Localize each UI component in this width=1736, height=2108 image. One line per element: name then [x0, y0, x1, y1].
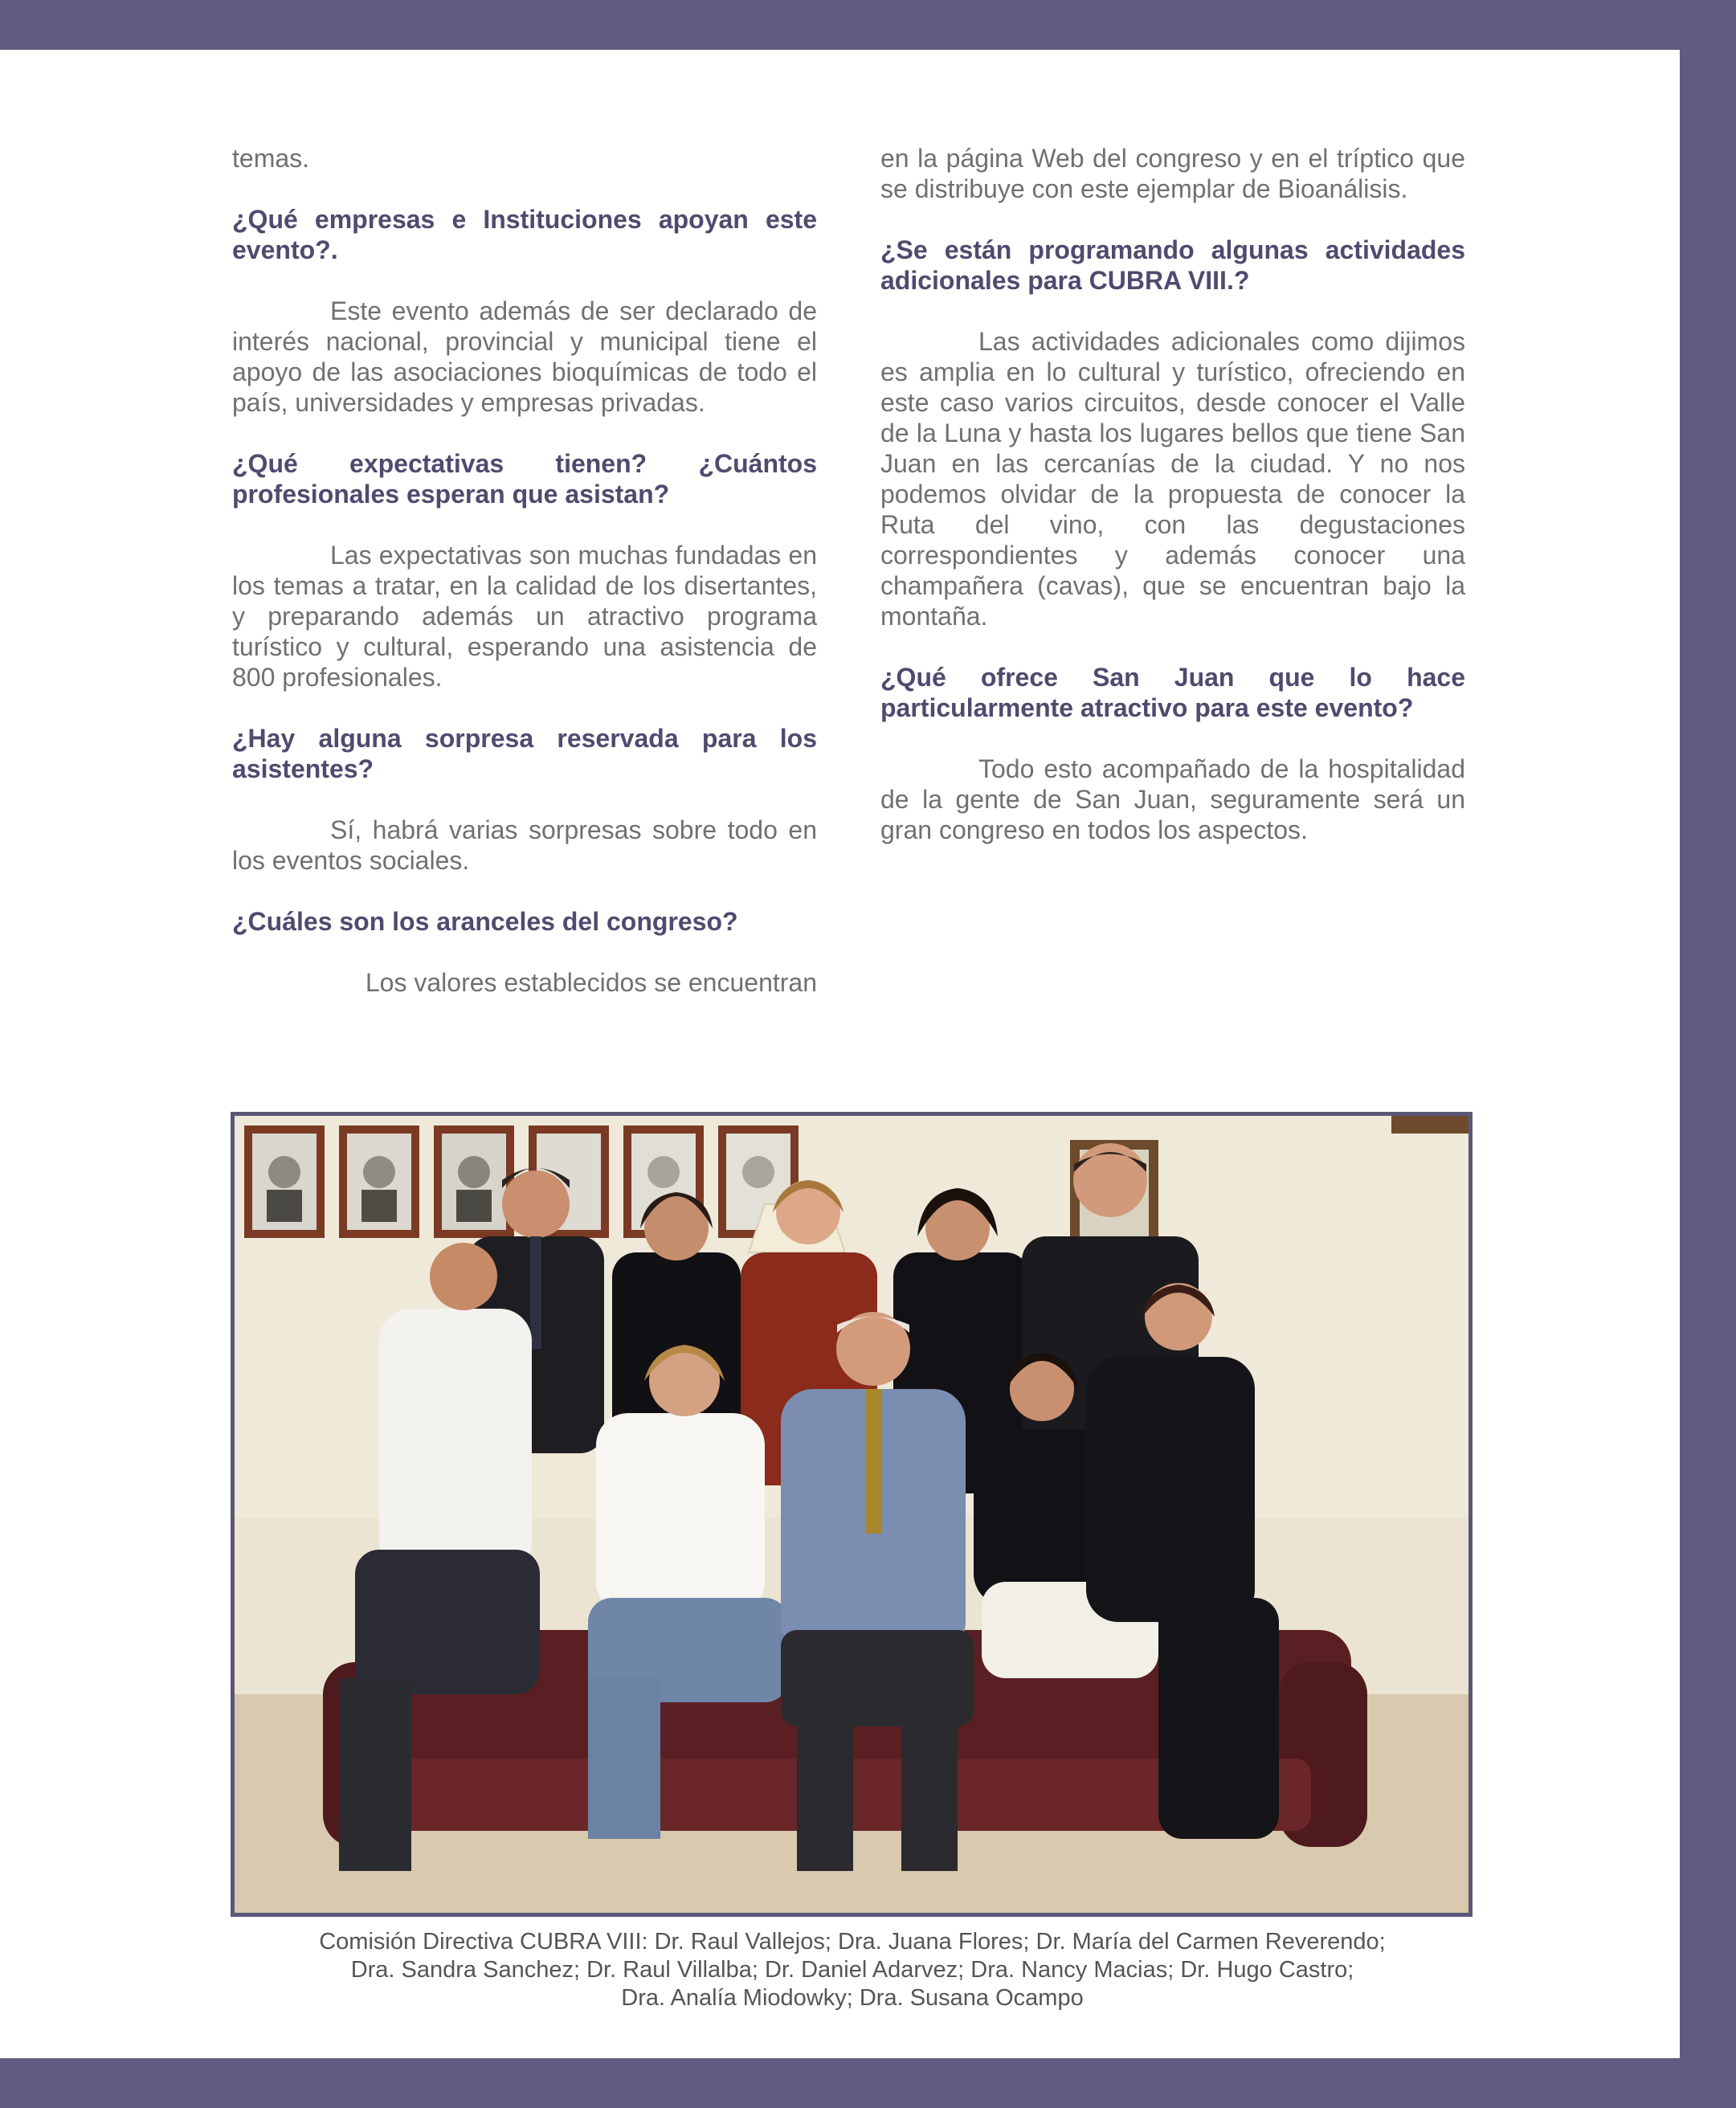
paragraph-continuation-right: en la página Web del congreso y en el tríptico que se distribuye con este ejemplar de Bioanálisis. — [880, 144, 1465, 203]
page-border-bottom — [0, 2058, 1736, 2108]
question-sponsors: ¿Qué empresas e Instituciones apoyan este evento?. — [232, 205, 817, 264]
photo-caption — [232, 1928, 1473, 2012]
right-column — [880, 143, 1465, 876]
question-expectations: ¿Qué expectativas tienen? ¿Cuántos profesionales esperan que asistan? — [232, 449, 817, 509]
answer-fees: Los valores establecidos se encuentran — [365, 968, 817, 997]
group-photo-illustration — [235, 1116, 1468, 1913]
answer-surprise: Sí, habrá varias sorpresas sobre todo en los eventos sociales. — [232, 815, 817, 875]
question-surprise: ¿Hay alguna sorpresa reservada para los asistentes? — [232, 724, 817, 783]
caption-line: Dra. Sandra Sanchez; Dr. Raul Villalba; Dr. Daniel Adarvez; Dra. Nancy Macias; Dr. Hugo Castro; — [350, 1957, 1354, 1983]
left-column — [232, 143, 817, 1028]
caption-line: Comisión Directiva CUBRA VIII: Dr. Raul Vallejos; Dra. Juana Flores; Dr. María del Carmen Reverendo; — [319, 1929, 1386, 1955]
group-photo — [231, 1112, 1473, 1917]
answer-activities: Las actividades adicionales como dijimos es amplia en lo cultural y turístico, ofreciendo en este caso varios circuitos, desde conocer el Valle de la Luna y hasta los lugares bellos que tiene San Juan en las cercanías de la ciudad. Y no nos podemos olvidar de la propuesta de conocer la Ruta del vino, con las degustaciones correspondientes y además conocer una champañera (cavas), que se encuentran bajo la montaña. — [880, 327, 1465, 631]
paragraph-continuation: temas. — [232, 144, 310, 173]
answer-san-juan: Todo esto acompañado de la hospitalidad de la gente de San Juan, seguramente será un gran congreso en todos los aspectos. — [880, 754, 1465, 844]
caption-line: Dra. Analía Miodowky; Dra. Susana Ocampo — [621, 1985, 1084, 2011]
page-border-right — [1680, 0, 1736, 2108]
question-san-juan: ¿Qué ofrece San Juan que lo hace particularmente atractivo para este evento? — [880, 663, 1465, 722]
question-fees: ¿Cuáles son los aranceles del congreso? — [232, 907, 738, 936]
answer-sponsors: Este evento además de ser declarado de interés nacional, provincial y municipal tiene el apoyo de las asociaciones bioquímicas de todo el país, universidades y empresas privadas. — [232, 296, 817, 417]
answer-expectations: Las expectativas son muchas fundadas en los temas a tratar, en la calidad de los disertantes, y preparando además un atractivo programa turístico y cultural, esperando una asistencia de 800 profesionales. — [232, 541, 817, 692]
question-activities: ¿Se están programando algunas actividades adicionales para CUBRA VIII.? — [880, 235, 1465, 295]
page-border-top — [0, 0, 1736, 50]
